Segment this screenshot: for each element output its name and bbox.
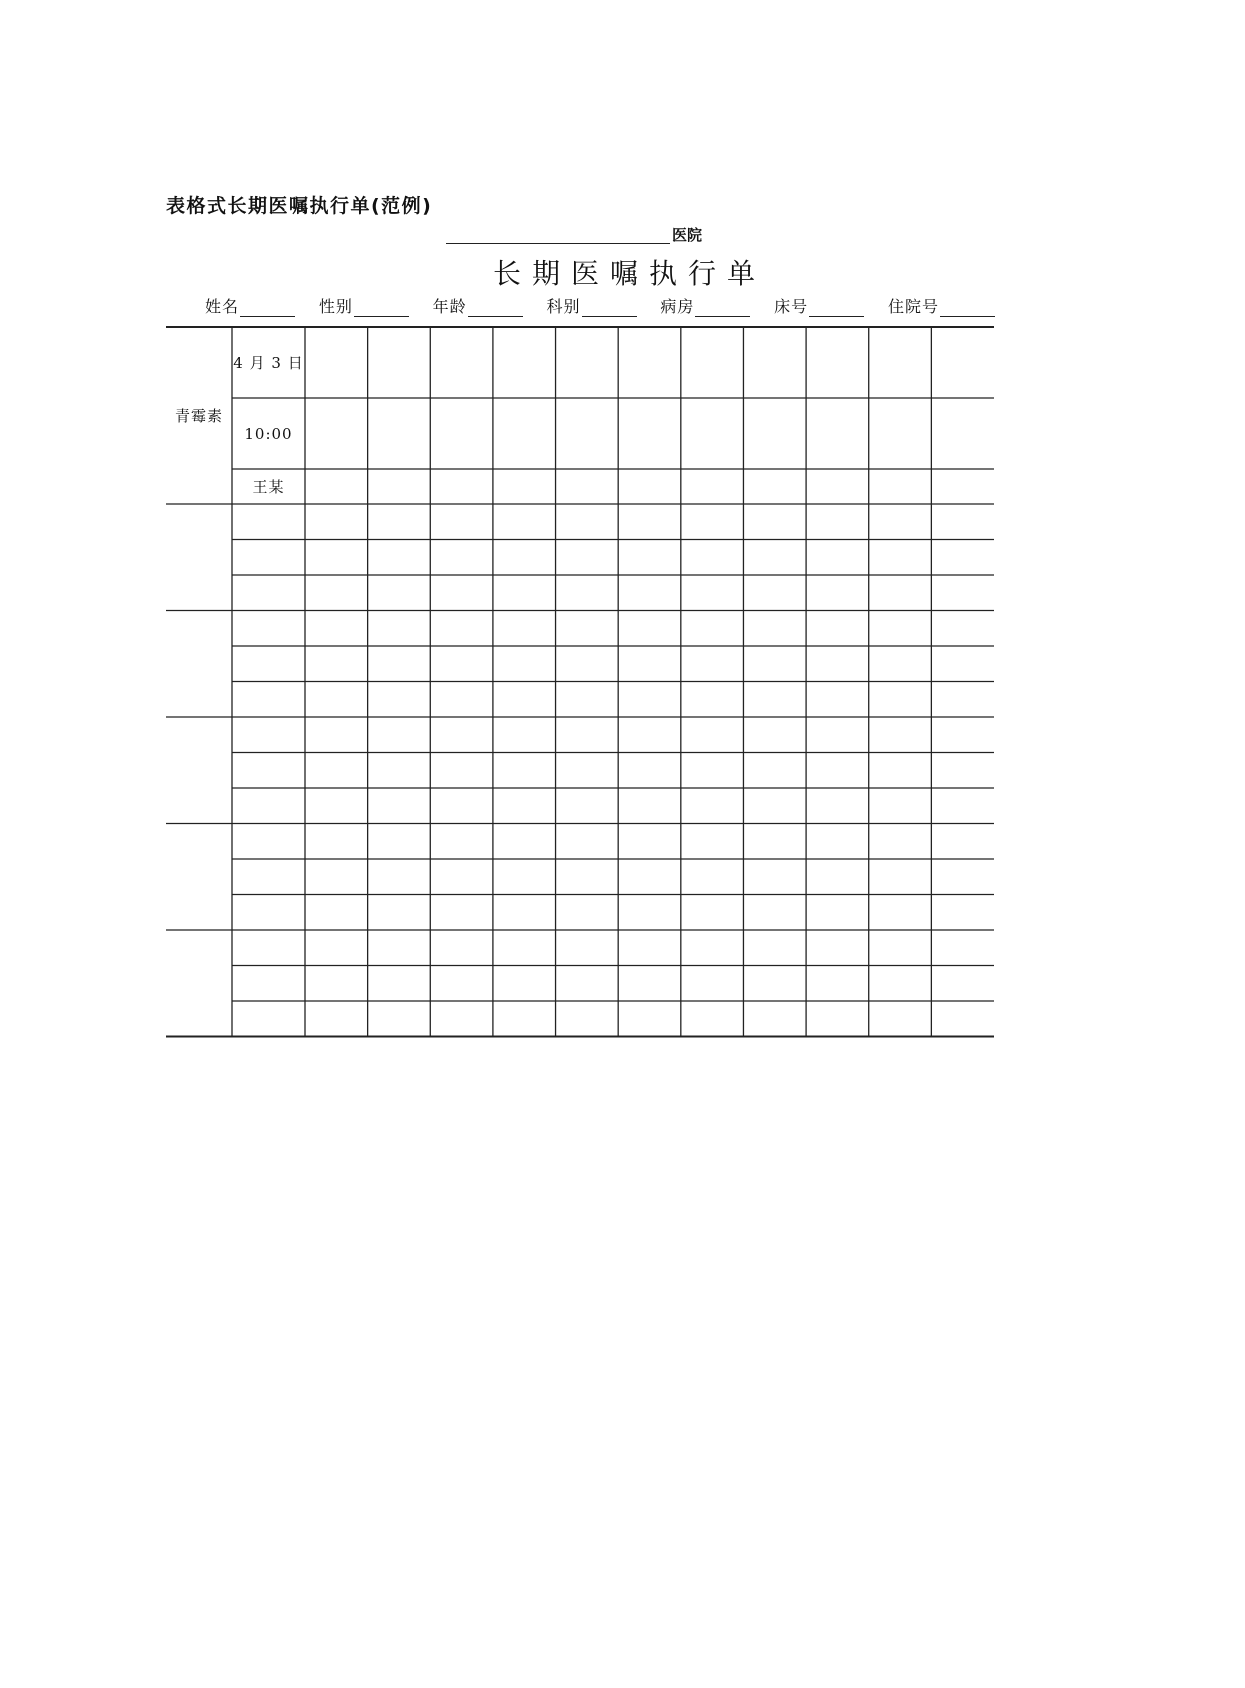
form-title: 长期医嘱执行单 xyxy=(492,257,766,290)
example-executor-cell: 王某 xyxy=(252,477,285,496)
example-drug-cell: 青霉素 xyxy=(174,406,223,425)
hospital-suffix: 医院 xyxy=(672,226,703,244)
field-sex-blank[interactable] xyxy=(354,298,409,317)
field-admission-no-blank[interactable] xyxy=(940,298,995,317)
hospital-name-line xyxy=(446,224,702,244)
field-age-blank[interactable] xyxy=(468,298,523,317)
field-department-label: 科别 xyxy=(546,297,581,316)
field-bed xyxy=(774,295,864,317)
example-date-cell: 4 月 3 日 xyxy=(233,353,304,372)
field-sex xyxy=(319,295,409,317)
field-name-blank[interactable] xyxy=(240,298,295,317)
field-ward-label: 病房 xyxy=(660,297,695,316)
field-sex-label: 性别 xyxy=(318,297,353,316)
field-age-label: 年龄 xyxy=(432,297,467,316)
document-heading: 表格式长期医嘱执行单(范例) xyxy=(166,195,433,217)
field-department-blank[interactable] xyxy=(582,298,637,317)
field-admission-no xyxy=(888,295,995,317)
field-bed-blank[interactable] xyxy=(809,298,864,317)
field-ward-blank[interactable] xyxy=(695,298,750,317)
example-time-cell: 10:00 xyxy=(244,424,293,443)
field-ward xyxy=(660,295,750,317)
field-name-label: 姓名 xyxy=(205,297,240,316)
field-name xyxy=(205,295,295,317)
field-department xyxy=(546,295,636,317)
hospital-name-blank[interactable] xyxy=(446,225,670,244)
patient-info-row xyxy=(205,295,995,317)
field-age xyxy=(433,295,523,317)
field-bed-label: 床号 xyxy=(774,297,809,316)
field-admission-no-label: 住院号 xyxy=(887,297,939,316)
